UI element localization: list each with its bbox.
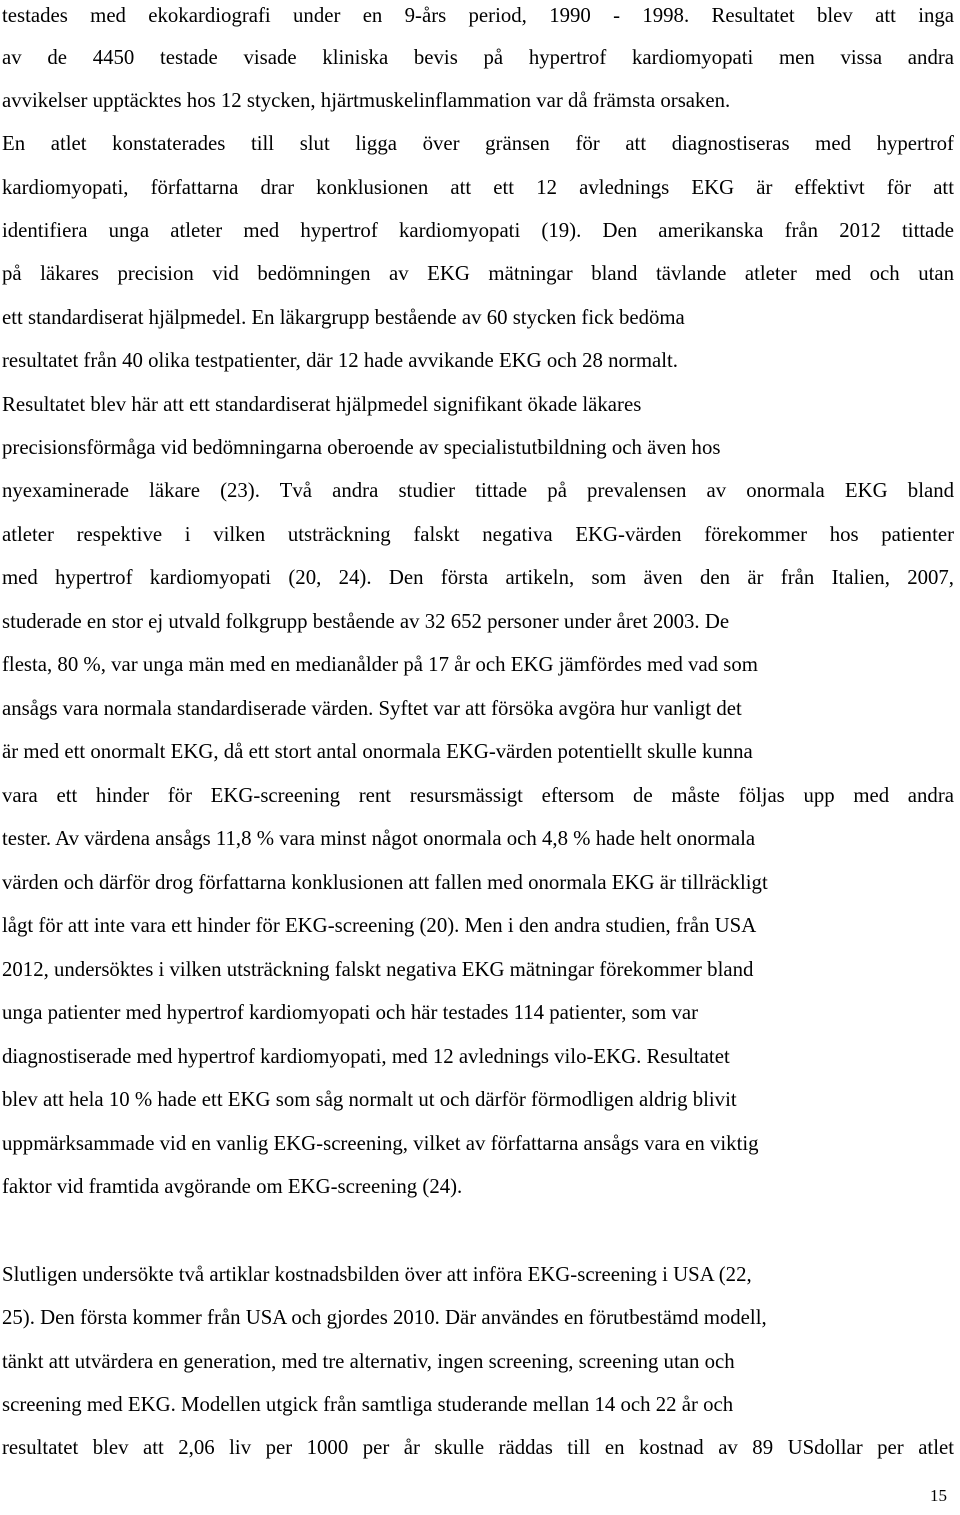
text-line: lågt för att inte vara ett hinder för EKG-screening (20). Men i den andra studien, från USA [2,914,757,937]
text-line: 2012, undersöktes i vilken utsträckning falskt negativa EKG mätningar förekommer bland [2,958,754,981]
text-line: blev att hela 10 % hade ett EKG som såg normalt ut och därför förmodligen aldrig blivit [2,1088,737,1111]
text-line: tester. Av värdena ansågs 11,8 % vara minst något onormala och 4,8 % hade helt onormala [2,827,756,850]
text-line: är med ett onormalt EKG, då ett stort antal onormala EKG-värden potentiellt skulle kunna [2,740,753,763]
text-line: Resultatet blev här att ett standardiserat hjälpmedel signifikant ökade läkares [2,393,642,416]
text-line: ett standardiserat hjälpmedel. En läkargrupp bestående av 60 stycken fick bedöma [2,306,685,329]
text-line: Slutligen undersökte två artiklar kostnadsbilden över att införa EKG-screening i USA (22, [2,1263,752,1286]
text-line: med hypertrof kardiomyopati (20, 24). Den första artikeln, som även den är från Italien, 2007, [2,566,954,589]
text-line: 25). Den första kommer från USA och gjordes 2010. Där användes en förutbestämd modell, [2,1306,767,1329]
text-line: resultatet från 40 olika testpatienter, där 12 hade avvikande EKG och 28 normalt. [2,349,678,372]
text-line: resultatet blev att 2,06 liv per 1000 per år skulle räddas till en kostnad av 89 USdollar per atlet [2,1436,954,1459]
text-line: av de 4450 testade visade kliniska bevis på hypertrof kardiomyopati men vissa andra [2,46,954,69]
text-line: på läkares precision vid bedömningen av EKG mätningar bland tävlande atleter med och utan [2,262,954,285]
text-line: unga patienter med hypertrof kardiomyopati och här testades 114 patienter, som var [2,1001,699,1024]
text-line: tänkt att utvärdera en generation, med tre alternativ, ingen screening, screening utan och [2,1350,735,1373]
page-number: 15 [930,1486,947,1505]
text-line: studerade en stor ej utvald folkgrupp bestående av 32 652 personer under året 2003. De [2,610,730,633]
text-line: diagnostiserade med hypertrof kardiomyopati, med 12 avlednings vilo-EKG. Resultatet [2,1045,730,1068]
text-line: värden och därför drog författarna konklusionen att fallen med onormala EKG är tillräckligt [2,871,768,894]
text-line: nyexaminerade läkare (23). Två andra studier tittade på prevalensen av onormala EKG bland [2,479,954,502]
text-line: testades med ekokardiografi under en 9-års period, 1990 - 1998. Resultatet blev att inga [2,4,954,27]
text-line: avvikelser upptäcktes hos 12 stycken, hjärtmuskelinflammation var då främsta orsaken. [2,89,731,112]
text-line: identifiera unga atleter med hypertrof kardiomyopati (19). Den amerikanska från 2012 tittade [2,219,954,242]
text-line: uppmärksammade vid en vanlig EKG-screening, vilket av författarna ansågs vara en viktig [2,1132,759,1155]
text-line: precisionsförmåga vid bedömningarna oberoende av specialistutbildning och även hos [2,436,721,459]
text-line: atleter respektive i vilken utsträckning falskt negativa EKG-värden förekommer hos patienter [2,523,954,546]
text-line: flesta, 80 %, var unga män med en medianålder på 17 år och EKG jämfördes med vad som [2,653,758,676]
text-line: screening med EKG. Modellen utgick från samtliga studerande mellan 14 och 22 år och [2,1393,734,1416]
text-line: vara ett hinder för EKG-screening rent resursmässigt eftersom de måste följas upp med andra [2,784,954,807]
text-line: En atlet konstaterades till slut ligga över gränsen för att diagnostiseras med hypertrof [2,132,954,155]
text-line: ansågs vara normala standardiserade värden. Syftet var att försöka avgöra hur vanligt det [2,697,742,720]
text-line: kardiomyopati, författarna drar konklusionen att ett 12 avlednings EKG är effektivt för att [2,176,954,199]
text-line: faktor vid framtida avgörande om EKG-screening (24). [2,1175,463,1198]
